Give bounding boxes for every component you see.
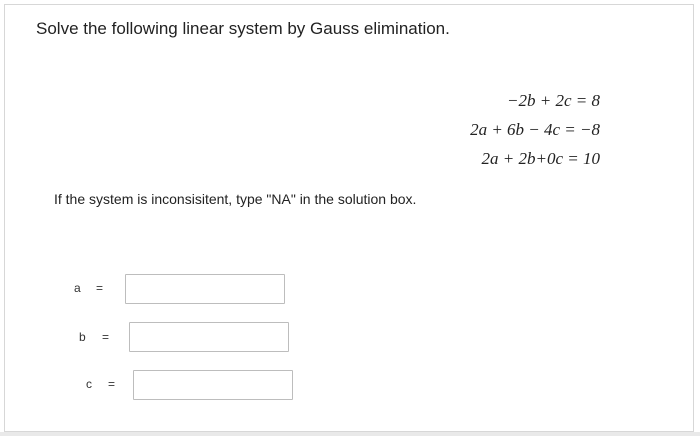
equation-2: 2a + 6b − 4c = −8 bbox=[470, 120, 600, 139]
bottom-divider bbox=[0, 432, 700, 436]
variable-label-a: a bbox=[74, 281, 81, 295]
answer-input-c[interactable] bbox=[133, 370, 293, 400]
equation-3: 2a + 2b+0c = 10 bbox=[481, 149, 600, 168]
equals-sign-c: = bbox=[108, 377, 116, 391]
equals-sign-b: = bbox=[102, 330, 110, 344]
answer-input-b[interactable] bbox=[129, 322, 289, 352]
variable-label-b: b bbox=[79, 330, 86, 344]
linear-system bbox=[400, 86, 600, 173]
equation-1: −2b + 2c = 8 bbox=[507, 91, 600, 110]
equals-sign-a: = bbox=[96, 281, 104, 295]
question-card bbox=[4, 4, 694, 432]
question-prompt: Solve the following linear system by Gauss elimination. bbox=[36, 19, 450, 38]
variable-label-c: c bbox=[86, 377, 92, 391]
instruction-text: If the system is inconsisitent, type "NA" in the solution box. bbox=[54, 191, 417, 207]
answer-input-a[interactable] bbox=[125, 274, 285, 304]
